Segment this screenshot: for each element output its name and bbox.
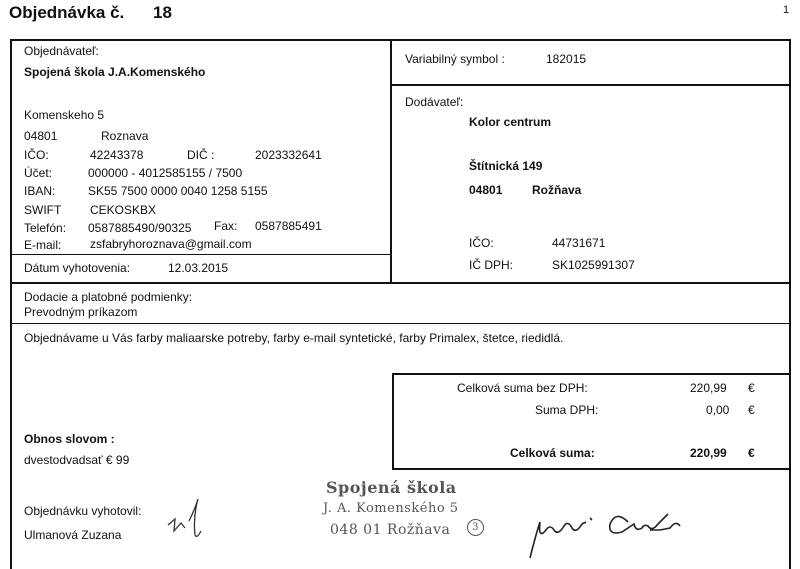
column-divider bbox=[390, 39, 392, 283]
outer-border-right bbox=[789, 39, 791, 569]
buyer-email: zsfabryhoroznava@gmail.com bbox=[90, 237, 252, 251]
grand-total-label: Celková suma: bbox=[510, 446, 595, 460]
stamp-line-2: J. A. Komenského 5 bbox=[323, 501, 459, 516]
grand-total-currency: € bbox=[748, 446, 755, 460]
order-text: Objednávame u Vás farby maliaarske potreby, farby e-mail syntetické, farby Primalex, štetce, riedidlá. bbox=[24, 331, 564, 345]
supplier-label: Dodávateľ: bbox=[405, 95, 464, 109]
section-line-1 bbox=[10, 282, 791, 284]
buyer-zip: 04801 bbox=[24, 129, 58, 143]
buyer-iban: SK55 7500 0000 0040 1258 5155 bbox=[88, 184, 268, 198]
buyer-ico: 42243378 bbox=[90, 148, 144, 162]
page-number: 1 bbox=[783, 4, 790, 16]
date-top-line bbox=[10, 254, 391, 255]
buyer-dic: 2023332641 bbox=[255, 148, 322, 162]
buyer-dic-label: DIČ : bbox=[187, 148, 215, 162]
grand-total-value: 220,99 bbox=[690, 446, 727, 460]
totals-box-left bbox=[392, 373, 394, 470]
variable-symbol-value: 182015 bbox=[546, 52, 587, 66]
stamp-mark: 3 bbox=[467, 519, 484, 536]
variable-symbol-label: Variabilný symbol : bbox=[405, 52, 505, 66]
supplier-ico-label: IČO: bbox=[469, 236, 494, 250]
supplier-vat: SK1025991307 bbox=[552, 258, 635, 272]
issuer-name: Ulmanová Zuzana bbox=[24, 528, 122, 542]
document-title: Objednávka č. bbox=[9, 3, 125, 22]
date-label: Dátum vyhotovenia: bbox=[24, 261, 131, 275]
buyer-account-label: Účet: bbox=[24, 166, 53, 180]
terms-label: Dodacie a platobné podmienky: bbox=[24, 290, 193, 304]
vat-total-value: 0,00 bbox=[706, 403, 730, 417]
buyer-account: 000000 - 4012585155 / 7500 bbox=[88, 166, 243, 180]
net-total-value: 220,99 bbox=[690, 381, 727, 395]
supplier-zip: 04801 bbox=[469, 183, 503, 197]
terms-value: Prevodným príkazom bbox=[24, 305, 138, 319]
buyer-phone-label: Telefón: bbox=[24, 221, 67, 235]
section-line-2 bbox=[10, 323, 791, 324]
vs-bottom-line bbox=[390, 84, 791, 86]
net-total-currency: € bbox=[748, 381, 755, 395]
net-total-label: Celková suma bez DPH: bbox=[457, 381, 588, 395]
buyer-fax-label: Fax: bbox=[214, 219, 238, 233]
supplier-name: Kolor centrum bbox=[469, 115, 552, 129]
outer-border-top bbox=[10, 39, 791, 41]
buyer-swift-label: SWIFT bbox=[24, 203, 62, 217]
buyer-phone: 0587885490/90325 bbox=[88, 221, 192, 235]
buyer-ico-label: IČO: bbox=[24, 148, 49, 162]
supplier-city: Rožňava bbox=[532, 183, 582, 197]
totals-box-top bbox=[392, 373, 791, 375]
amount-words-value: dvestodvadsať € 99 bbox=[24, 453, 130, 467]
buyer-name: Spojená škola J.A.Komenského bbox=[24, 65, 206, 79]
date-value: 12.03.2015 bbox=[168, 261, 229, 275]
supplier-street: Štítnická 149 bbox=[469, 159, 543, 173]
totals-box-bottom bbox=[392, 468, 791, 470]
supplier-vat-label: IČ DPH: bbox=[469, 258, 514, 272]
director-signature bbox=[510, 500, 695, 565]
order-number: 18 bbox=[153, 3, 172, 22]
outer-border-left bbox=[10, 39, 12, 569]
amount-words-label: Obnos slovom : bbox=[24, 432, 115, 446]
issuer-label: Objednávku vyhotovil: bbox=[24, 504, 142, 518]
buyer-city: Roznava bbox=[101, 129, 149, 143]
vat-total-label: Suma DPH: bbox=[535, 403, 599, 417]
supplier-ico: 44731671 bbox=[552, 236, 606, 250]
buyer-label: Objednávateľ: bbox=[24, 44, 99, 58]
buyer-iban-label: IBAN: bbox=[24, 184, 56, 198]
buyer-swift: CEKOSKBX bbox=[90, 203, 157, 217]
vat-total-currency: € bbox=[748, 403, 755, 417]
issuer-signature bbox=[165, 495, 215, 545]
stamp-line-1: Spojená škola bbox=[326, 478, 457, 497]
buyer-email-label: E-mail: bbox=[24, 238, 62, 252]
buyer-fax: 0587885491 bbox=[255, 219, 322, 233]
buyer-street: Komenskeho 5 bbox=[24, 108, 105, 122]
stamp-line-3: 048 01 Rožňava bbox=[330, 522, 451, 538]
